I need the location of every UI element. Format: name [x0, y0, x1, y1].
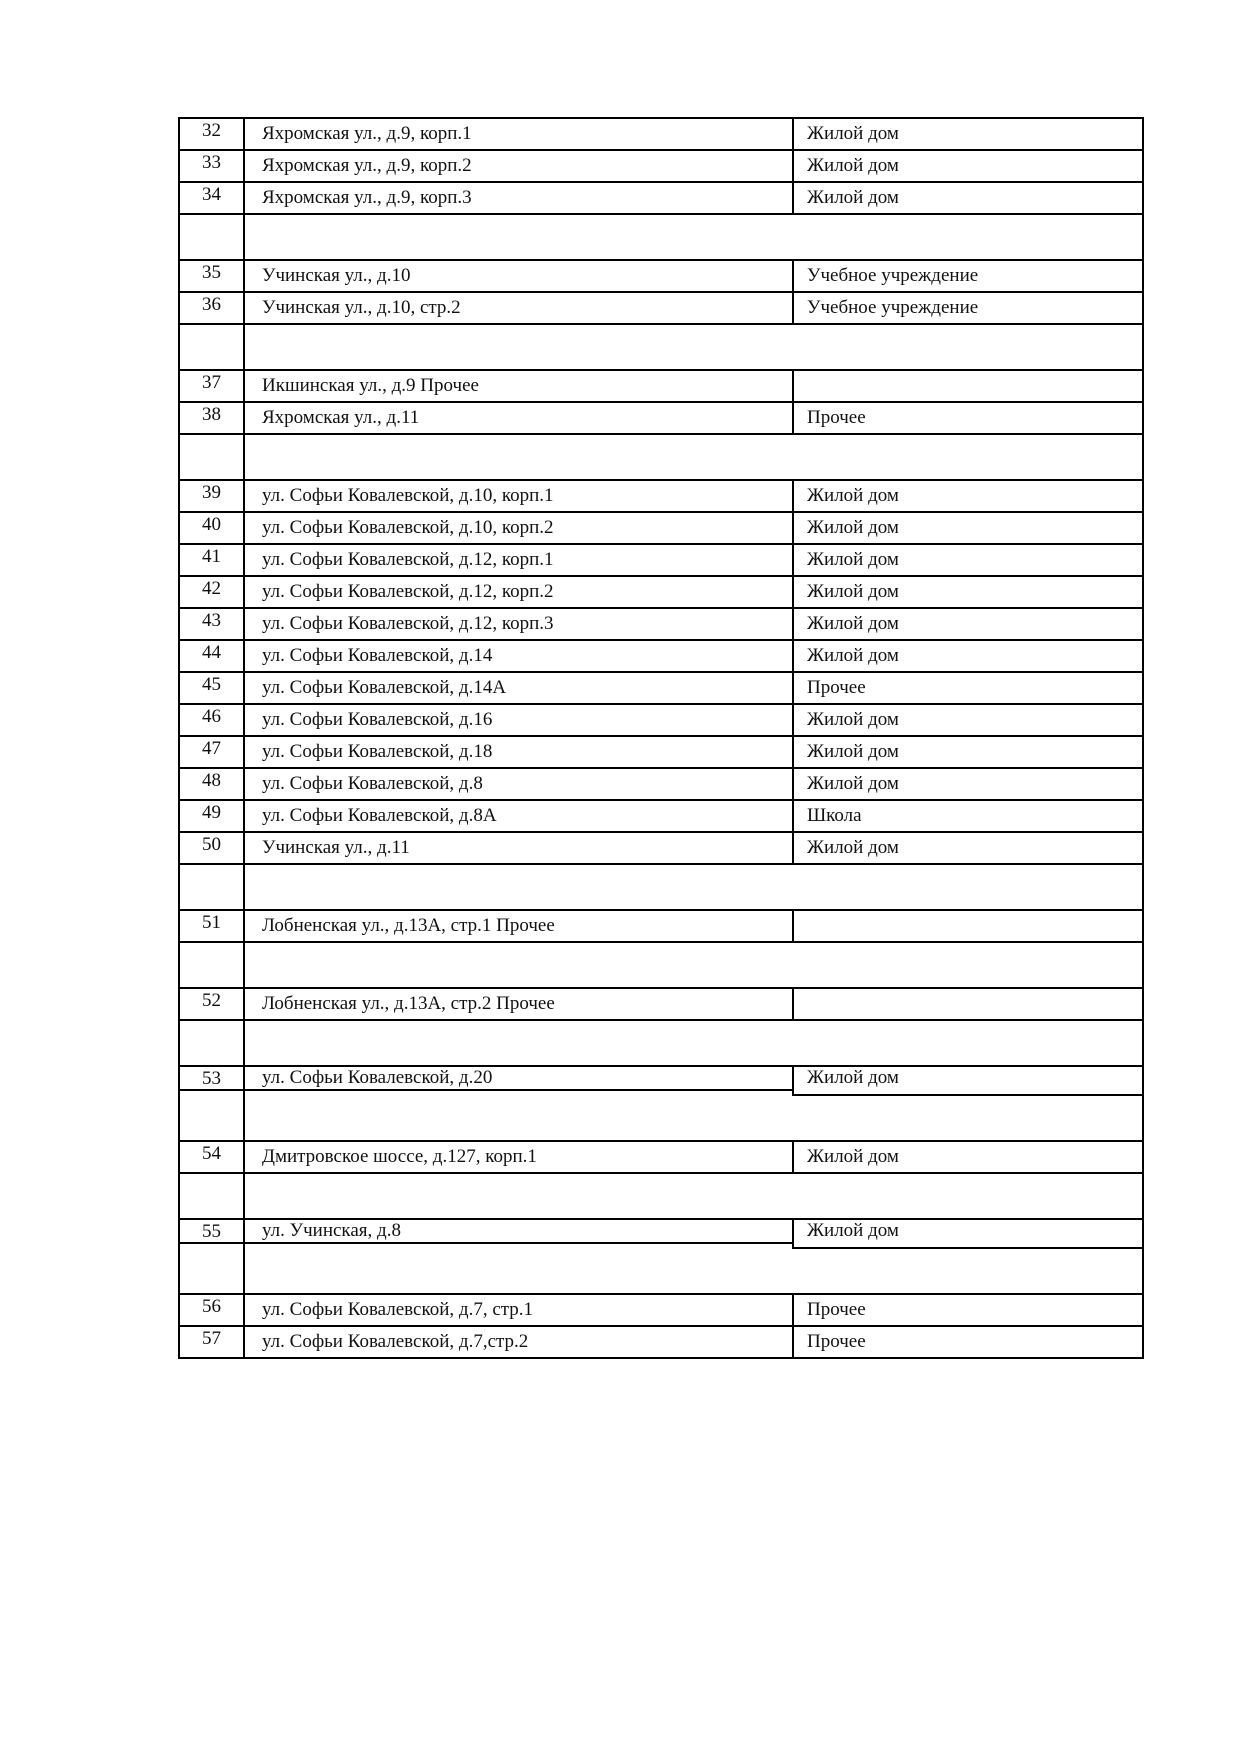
table-row [179, 672, 1143, 704]
empty-merged-cell [244, 434, 1143, 480]
table-row [179, 988, 1143, 1020]
table-row [179, 768, 1143, 800]
address-cell: Учинская ул., д.11 [244, 832, 793, 864]
address-cell: ул. Софьи Ковалевской, д.18 [244, 736, 793, 768]
table-row-empty [179, 942, 1143, 988]
empty-merged-cell [244, 1095, 1143, 1141]
address-cell: ул. Софьи Ковалевской, д.20 [244, 1066, 793, 1095]
address-cell: Икшинская ул., д.9 Прочее [244, 370, 793, 402]
type-cell: Жилой дом [793, 1141, 1143, 1173]
address-table-body [179, 118, 1143, 1358]
table-row [179, 1141, 1143, 1173]
address-cell: ул. Софьи Ковалевской, д.10, корп.2 [244, 512, 793, 544]
table-row [179, 118, 1143, 150]
address-cell: ул. Софьи Ковалевской, д.14А [244, 672, 793, 704]
empty-merged-cell [244, 942, 1143, 988]
type-cell: Прочее [793, 402, 1143, 434]
row-number-cell [179, 324, 244, 370]
type-cell: Жилой дом [793, 1066, 1143, 1095]
table-row-empty [179, 1173, 1143, 1219]
empty-merged-cell [244, 214, 1143, 260]
row-number-cell: 52 [179, 988, 244, 1020]
row-number-cell: 43 [179, 608, 244, 640]
empty-merged-cell [244, 864, 1143, 910]
row-number-cell: 35 [179, 260, 244, 292]
row-number-cell: 49 [179, 800, 244, 832]
table-row-empty [179, 434, 1143, 480]
type-cell: Жилой дом [793, 480, 1143, 512]
type-cell: Жилой дом [793, 832, 1143, 864]
type-cell: Жилой дом [793, 768, 1143, 800]
type-cell: Жилой дом [793, 182, 1143, 214]
table-row [179, 512, 1143, 544]
row-number-cell: 41 [179, 544, 244, 576]
row-number-cell: 48 [179, 768, 244, 800]
type-cell: Жилой дом [793, 544, 1143, 576]
type-cell: Жилой дом [793, 1219, 1143, 1248]
type-cell: Прочее [793, 672, 1143, 704]
address-cell: ул. Софьи Ковалевской, д.16 [244, 704, 793, 736]
row-number-cell: 36 [179, 292, 244, 324]
address-cell: ул. Софьи Ковалевской, д.10, корп.1 [244, 480, 793, 512]
type-cell: Школа [793, 800, 1143, 832]
row-number-cell: 46 [179, 704, 244, 736]
table-row [179, 800, 1143, 832]
type-cell: Прочее [793, 1294, 1143, 1326]
type-cell [793, 910, 1143, 942]
table-row [179, 1066, 1143, 1095]
table-row-empty [179, 214, 1143, 260]
empty-merged-cell [244, 1248, 1143, 1294]
address-cell: Яхромская ул., д.11 [244, 402, 793, 434]
table-row [179, 832, 1143, 864]
row-number-cell [179, 942, 244, 988]
empty-merged-cell [244, 1020, 1143, 1066]
type-cell: Жилой дом [793, 736, 1143, 768]
table-row [179, 370, 1143, 402]
row-number-cell: 53 [179, 1066, 244, 1095]
table-row [179, 402, 1143, 434]
table-row [179, 480, 1143, 512]
row-number-cell: 33 [179, 150, 244, 182]
table-row [179, 1219, 1143, 1248]
table-row [179, 640, 1143, 672]
row-number-cell: 40 [179, 512, 244, 544]
table-row [179, 1294, 1143, 1326]
table-row [179, 704, 1143, 736]
row-number-cell: 37 [179, 370, 244, 402]
table-row-empty [179, 864, 1143, 910]
table-row-empty [179, 1095, 1143, 1141]
row-number-cell [179, 434, 244, 480]
row-number-cell [179, 1095, 244, 1141]
type-cell: Жилой дом [793, 150, 1143, 182]
address-cell: ул. Софьи Ковалевской, д.14 [244, 640, 793, 672]
row-number-cell: 45 [179, 672, 244, 704]
table-row [179, 608, 1143, 640]
type-cell [793, 370, 1143, 402]
row-number-cell: 50 [179, 832, 244, 864]
row-number-cell [179, 1248, 244, 1294]
address-cell: ул. Софьи Ковалевской, д.8А [244, 800, 793, 832]
address-cell: ул. Софьи Ковалевской, д.8 [244, 768, 793, 800]
table-row [179, 576, 1143, 608]
empty-merged-cell [244, 1173, 1143, 1219]
table-row [179, 910, 1143, 942]
row-number-cell: 54 [179, 1141, 244, 1173]
address-cell: Лобненская ул., д.13А, стр.1 Прочее [244, 910, 793, 942]
address-cell: Учинская ул., д.10 [244, 260, 793, 292]
address-cell: Лобненская ул., д.13А, стр.2 Прочее [244, 988, 793, 1020]
address-cell: ул. Софьи Ковалевской, д.7, стр.1 [244, 1294, 793, 1326]
address-cell: ул. Софьи Ковалевской, д.12, корп.3 [244, 608, 793, 640]
table-row [179, 260, 1143, 292]
row-number-cell [179, 1020, 244, 1066]
row-number-cell: 55 [179, 1219, 244, 1248]
row-number-cell [179, 1173, 244, 1219]
row-number-cell: 39 [179, 480, 244, 512]
row-number-cell [179, 864, 244, 910]
type-cell: Жилой дом [793, 704, 1143, 736]
table-row [179, 292, 1143, 324]
table-row [179, 1326, 1143, 1358]
type-cell: Учебное учреждение [793, 260, 1143, 292]
type-cell [793, 988, 1143, 1020]
table-row [179, 544, 1143, 576]
type-cell: Жилой дом [793, 608, 1143, 640]
row-number-cell: 51 [179, 910, 244, 942]
type-cell: Жилой дом [793, 640, 1143, 672]
row-number-cell: 38 [179, 402, 244, 434]
type-cell: Прочее [793, 1326, 1143, 1358]
address-cell: Яхромская ул., д.9, корп.1 [244, 118, 793, 150]
address-cell: ул. Учинская, д.8 [244, 1219, 793, 1248]
row-number-cell: 32 [179, 118, 244, 150]
row-number-cell: 42 [179, 576, 244, 608]
address-cell: Дмитровское шоссе, д.127, корп.1 [244, 1141, 793, 1173]
address-cell: Учинская ул., д.10, стр.2 [244, 292, 793, 324]
type-cell: Жилой дом [793, 118, 1143, 150]
type-cell: Учебное учреждение [793, 292, 1143, 324]
row-number-cell: 34 [179, 182, 244, 214]
table-row [179, 736, 1143, 768]
row-number-cell [179, 214, 244, 260]
row-number-cell: 56 [179, 1294, 244, 1326]
empty-merged-cell [244, 324, 1143, 370]
address-cell: Яхромская ул., д.9, корп.2 [244, 150, 793, 182]
address-cell: ул. Софьи Ковалевской, д.7,стр.2 [244, 1326, 793, 1358]
table-row [179, 150, 1143, 182]
address-cell: ул. Софьи Ковалевской, д.12, корп.2 [244, 576, 793, 608]
table-row [179, 182, 1143, 214]
row-number-cell: 44 [179, 640, 244, 672]
type-cell: Жилой дом [793, 512, 1143, 544]
address-table [178, 117, 1144, 1359]
table-row-empty [179, 1020, 1143, 1066]
table-row-empty [179, 324, 1143, 370]
type-cell: Жилой дом [793, 576, 1143, 608]
table-row-empty [179, 1248, 1143, 1294]
address-cell: ул. Софьи Ковалевской, д.12, корп.1 [244, 544, 793, 576]
row-number-cell: 57 [179, 1326, 244, 1358]
address-cell: Яхромская ул., д.9, корп.3 [244, 182, 793, 214]
row-number-cell: 47 [179, 736, 244, 768]
